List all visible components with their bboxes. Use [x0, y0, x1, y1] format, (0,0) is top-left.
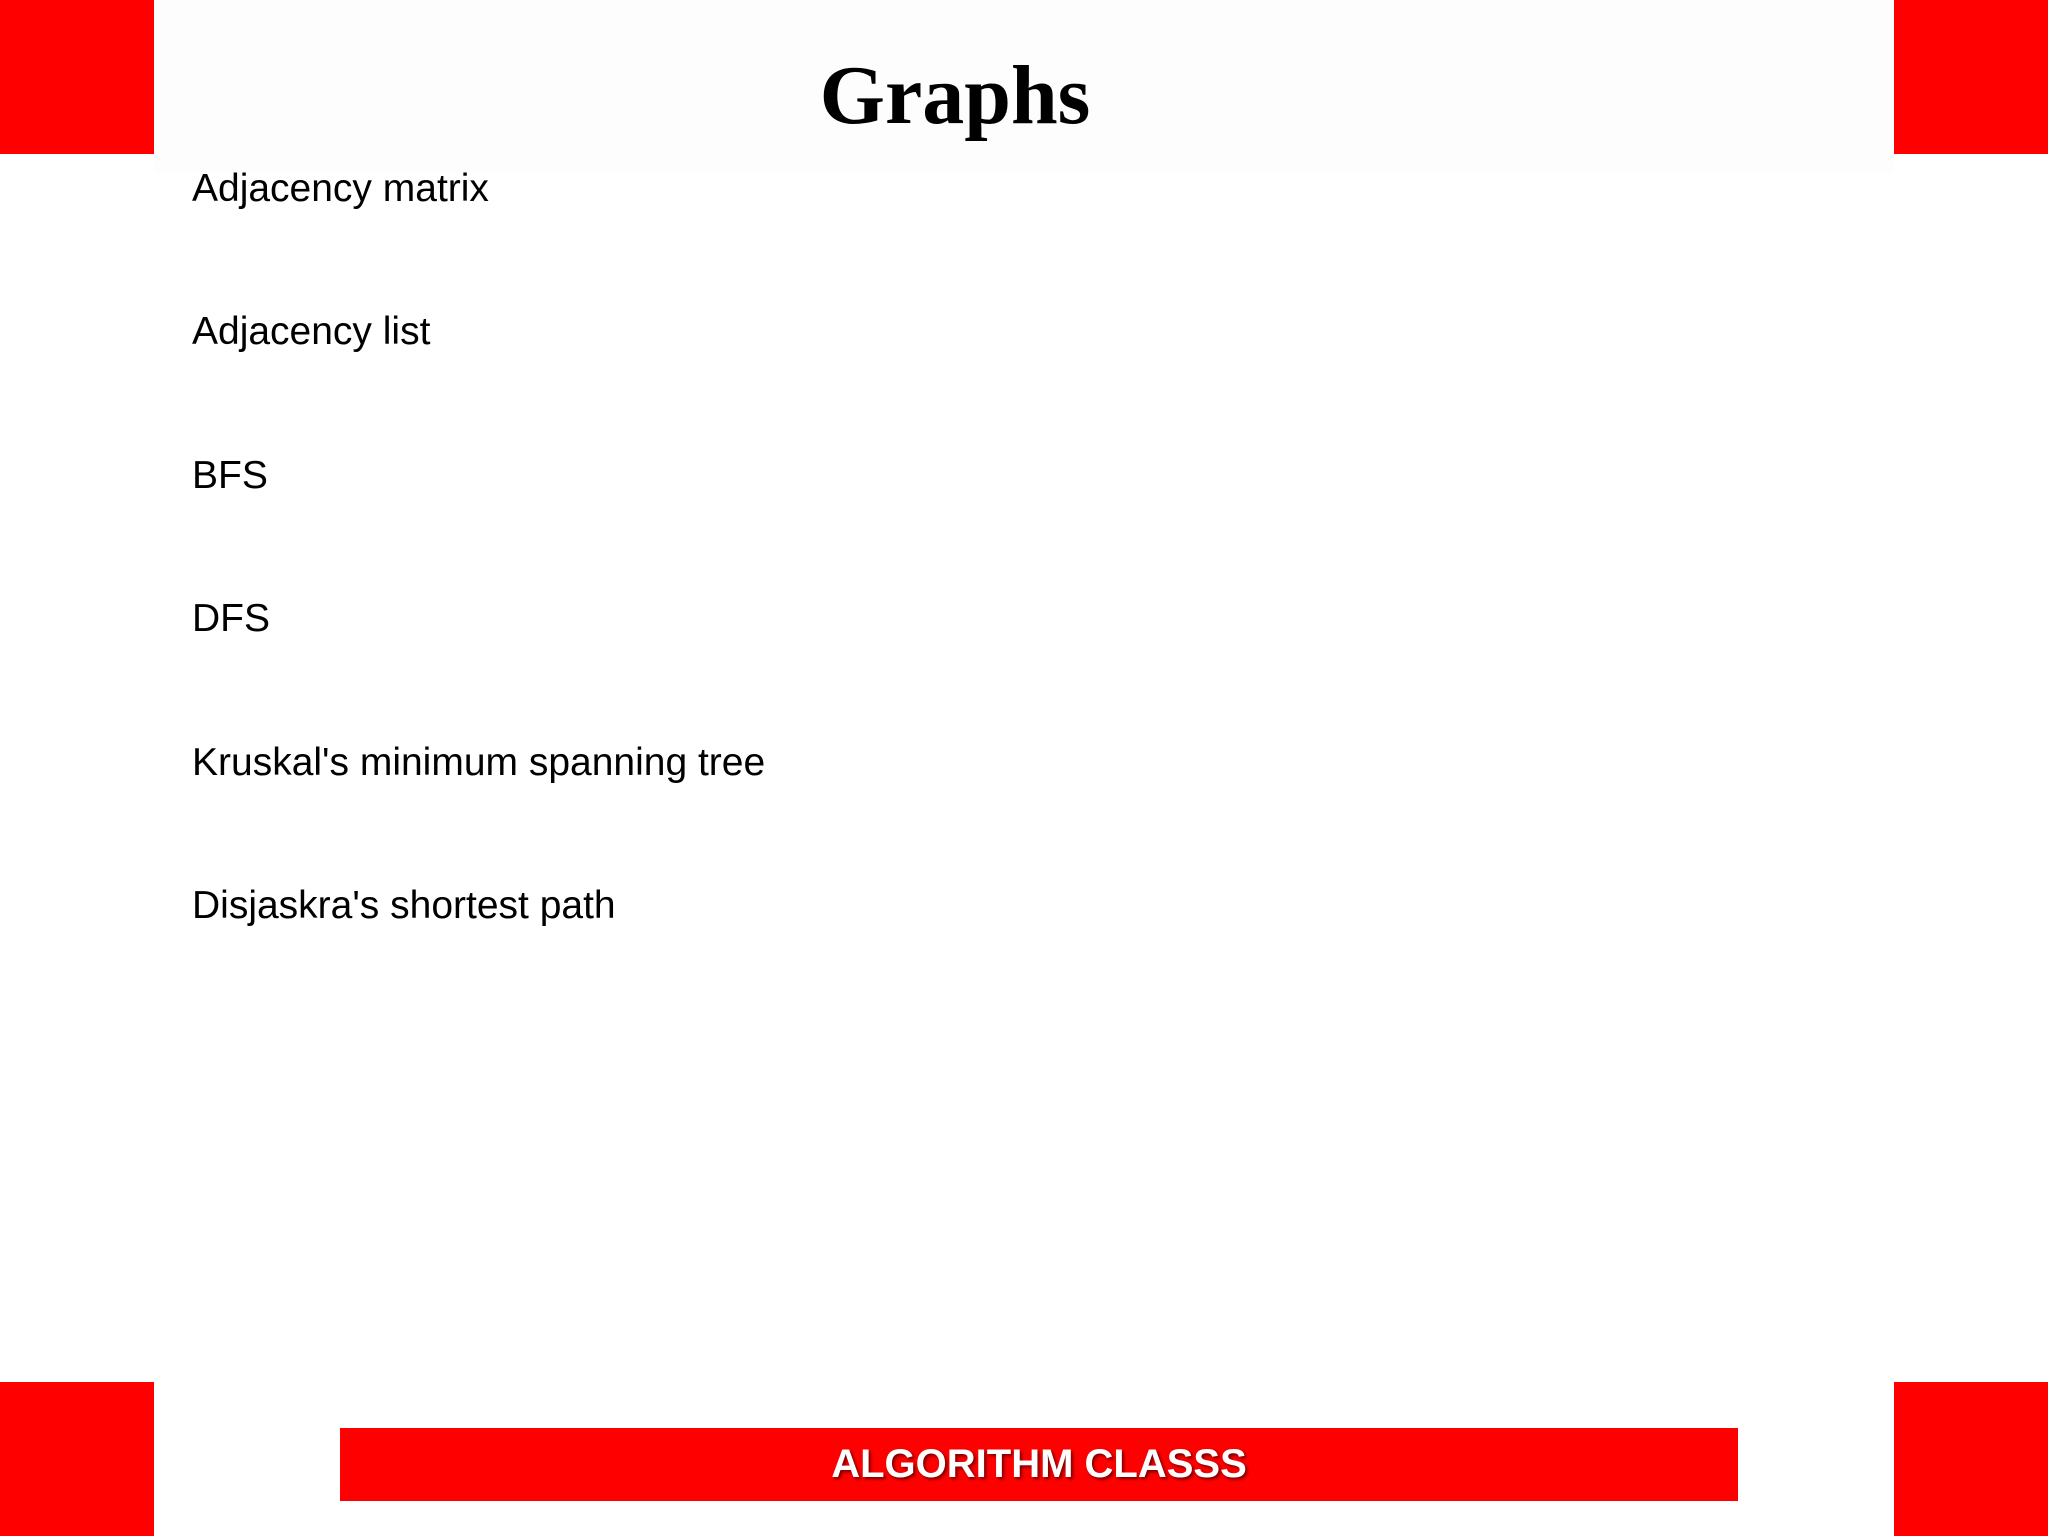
topic-item: Kruskal's minimum spanning tree	[192, 740, 766, 784]
topic-item: Adjacency list	[192, 310, 431, 354]
topic-item: Disjaskra's shortest path	[192, 883, 616, 927]
topic-list	[192, 160, 765, 1020]
corner-square-top-right	[1894, 0, 2048, 154]
slide-title: Graphs	[819, 49, 1091, 142]
topic-item: BFS	[192, 453, 268, 497]
topic-item: DFS	[192, 597, 270, 641]
footer-text: ALGORITHM CLASSS	[831, 1442, 1247, 1486]
footer-banner	[340, 1428, 1738, 1501]
topic-item: Adjacency matrix	[192, 167, 489, 210]
corner-square-bottom-left	[0, 1382, 154, 1536]
corner-square-bottom-right	[1894, 1382, 2048, 1536]
